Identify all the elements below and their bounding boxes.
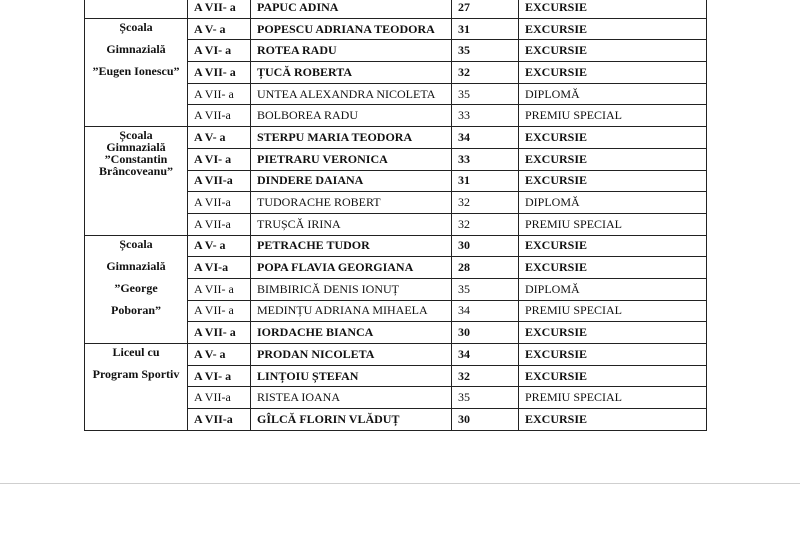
school-name-line: Școala [119,236,153,251]
student-name-cell: TUDORACHE ROBERT [251,192,452,214]
prize-cell: DIPLOMĂ [519,192,707,214]
student-name-cell: MEDINȚU ADRIANA MIHAELA [251,300,452,322]
table-row [85,0,707,18]
student-name-cell: PETRACHE TUDOR [251,235,452,257]
score-cell: 35 [452,40,519,62]
prize-cell: PREMIU SPECIAL [519,300,707,322]
school-name-cell [85,235,188,343]
class-cell: A VII-a [188,387,251,409]
score-cell: 32 [452,213,519,235]
page-bottom-rule [0,483,800,484]
prize-cell: EXCURSIE [519,170,707,192]
class-cell: A VII-a [188,213,251,235]
class-cell: A VI-a [188,257,251,279]
school-name-line: Liceul cu [112,345,160,359]
school-name-line: ”George [114,280,158,295]
student-name-cell: RISTEA IOANA [251,387,452,409]
score-cell: 28 [452,257,519,279]
score-cell: 32 [452,192,519,214]
score-cell: 33 [452,105,519,127]
school-name-cell [85,18,188,126]
student-name-cell: PRODAN NICOLETA [251,344,452,366]
class-cell: A VII-a [188,192,251,214]
prize-cell: EXCURSIE [519,409,707,431]
results-table-body [85,0,707,430]
student-name-cell: IORDACHE BIANCA [251,322,452,344]
score-cell: 34 [452,300,519,322]
class-cell: A VII-a [188,170,251,192]
score-cell: 35 [452,387,519,409]
student-name-cell: POPESCU ADRIANA TEODORA [251,18,452,40]
prize-cell: EXCURSIE [519,235,707,257]
table-row [85,344,707,366]
class-cell: A VII-a [188,409,251,431]
prize-cell: EXCURSIE [519,322,707,344]
class-cell: A VII- a [188,62,251,84]
student-name-cell: ROTEA RADU [251,40,452,62]
score-cell: 35 [452,278,519,300]
student-name-cell: BIMBIRICĂ DENIS IONUȚ [251,278,452,300]
prize-cell: EXCURSIE [519,40,707,62]
score-cell: 34 [452,127,519,149]
table-row [85,127,707,149]
class-cell: A VII- a [188,0,251,18]
score-cell: 30 [452,409,519,431]
school-name-line: Gimnazială [106,258,166,273]
score-cell: 30 [452,235,519,257]
prize-cell: EXCURSIE [519,257,707,279]
school-name-line: Gimnazială [106,41,166,56]
student-name-cell: GÎLCĂ FLORIN VLĂDUȚ [251,409,452,431]
class-cell: A V- a [188,344,251,366]
table-row [85,235,707,257]
score-cell: 34 [452,344,519,366]
school-name-line: ”Eugen Ionescu” [92,63,180,78]
prize-cell: EXCURSIE [519,0,707,18]
score-cell: 30 [452,322,519,344]
student-name-cell: PIETRARU VERONICA [251,148,452,170]
student-name-cell: ȚUCĂ ROBERTA [251,62,452,84]
school-name-line: Brâncoveanu” [98,164,173,179]
prize-cell: PREMIU SPECIAL [519,105,707,127]
student-name-cell: TRUȘCĂ IRINA [251,213,452,235]
student-name-cell: LINȚOIU ȘTEFAN [251,365,452,387]
score-cell: 31 [452,170,519,192]
student-name-cell: POPA FLAVIA GEORGIANA [251,257,452,279]
class-cell: A VI- a [188,148,251,170]
class-cell: A VII- a [188,300,251,322]
class-cell: A VII- a [188,278,251,300]
class-cell: A VII- a [188,322,251,344]
student-name-cell: DINDERE DAIANA [251,170,452,192]
prize-cell: PREMIU SPECIAL [519,213,707,235]
class-cell: A VII-a [188,105,251,127]
prize-cell: DIPLOMĂ [519,83,707,105]
school-name-line: Poboran” [110,302,161,317]
student-name-cell: PAPUC ADINA [251,0,452,18]
prize-cell: EXCURSIE [519,18,707,40]
table-row [85,18,707,40]
class-cell: A VI- a [188,365,251,387]
school-name-line: Școala [119,128,153,143]
school-name-cell [85,344,188,431]
prize-cell: EXCURSIE [519,62,707,84]
school-name-line: Gimnazială [106,140,166,155]
class-cell: A V- a [188,127,251,149]
score-cell: 35 [452,83,519,105]
school-name-cell [85,127,188,235]
score-cell: 32 [452,365,519,387]
prize-cell: EXCURSIE [519,344,707,366]
class-cell: A V- a [188,235,251,257]
class-cell: A VI- a [188,40,251,62]
class-cell: A V- a [188,18,251,40]
prize-cell: PREMIU SPECIAL [519,387,707,409]
score-cell: 33 [452,148,519,170]
school-name-cell [85,0,188,18]
prize-cell: DIPLOMĂ [519,278,707,300]
student-name-cell: BOLBOREA RADU [251,105,452,127]
prize-cell: EXCURSIE [519,148,707,170]
school-name-line: ”Constantin [104,152,168,167]
score-cell: 31 [452,18,519,40]
class-cell: A VII- a [188,83,251,105]
school-name-line: Program Sportiv [92,367,180,381]
student-name-cell: STERPU MARIA TEODORA [251,127,452,149]
prize-cell: EXCURSIE [519,127,707,149]
prize-cell: EXCURSIE [519,365,707,387]
score-cell: 32 [452,62,519,84]
score-cell: 27 [452,0,519,18]
student-name-cell: UNTEA ALEXANDRA NICOLETA [251,83,452,105]
results-table [84,0,707,431]
school-name-line: Școala [119,19,153,34]
